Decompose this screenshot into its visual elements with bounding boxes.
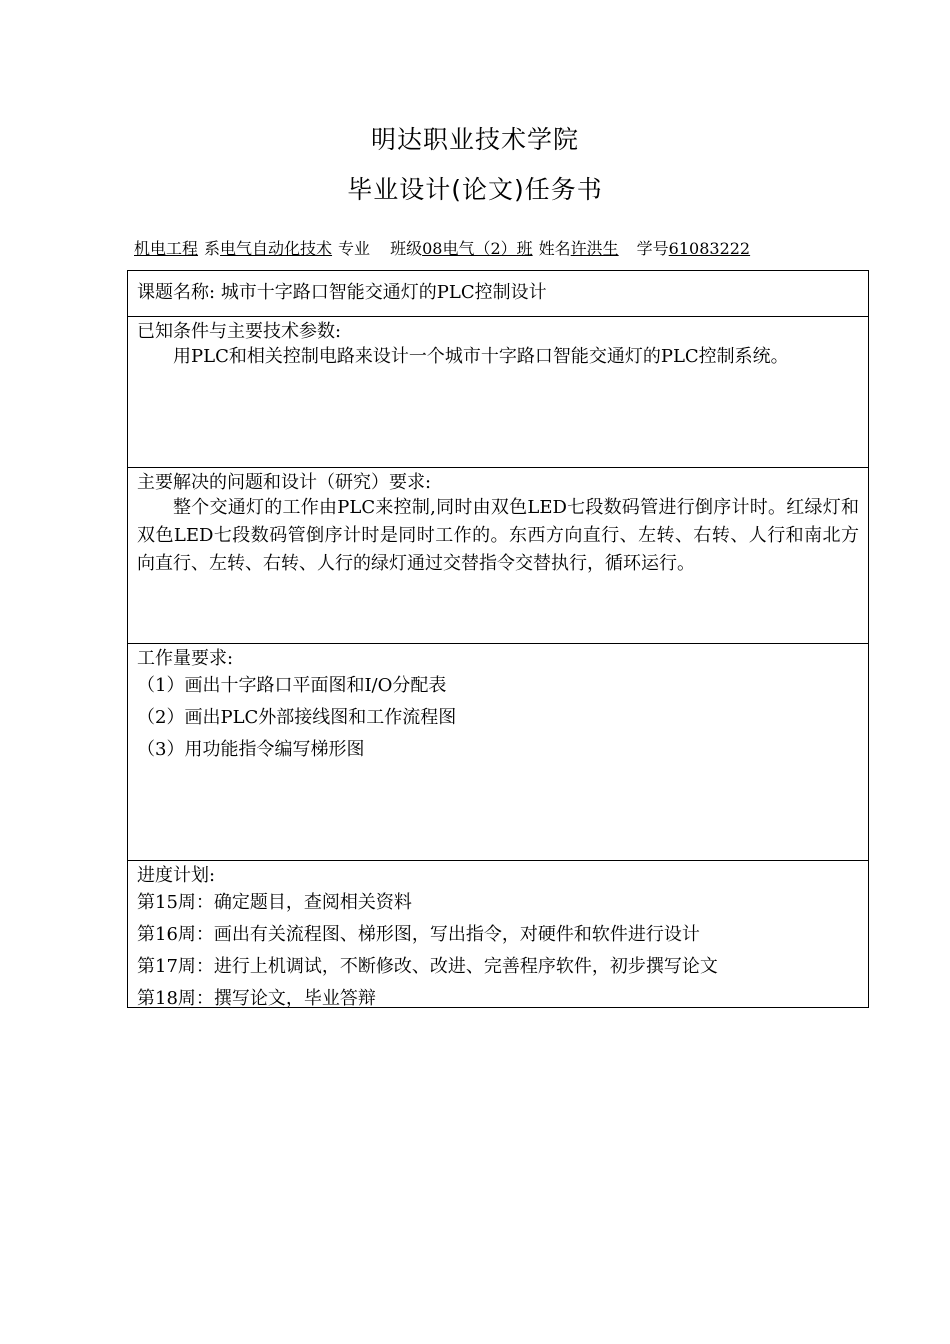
schedule-item: 第16周：画出有关流程图、梯形图，写出指令，对硬件和软件进行设计: [137, 924, 700, 945]
department-value: 机电工程: [134, 239, 199, 258]
student-id-label: 学号: [636, 239, 669, 258]
requirements-label: 主要解决的问题和设计（研究）要求:: [137, 472, 432, 493]
conditions-section: [128, 316, 868, 467]
school-name: 明达职业技术学院: [370, 125, 579, 154]
major-value: 电气自动化技术: [220, 239, 333, 258]
department-label: 系: [204, 239, 221, 258]
topic-section: [128, 271, 868, 316]
class-label: 班级: [390, 239, 423, 258]
topic-value: 城市十字路口智能交通灯的PLC控制设计: [220, 282, 547, 303]
schedule-item: 第17周：进行上机调试，不断修改、改进、完善程序软件，初步撰写论文: [137, 956, 718, 977]
schedule-section: [128, 860, 868, 1007]
topic-label: 课题名称:: [137, 282, 216, 303]
requirements-text: 整个交通灯的工作由PLC来控制,同时由双色LED七段数码管进行倒序计时。红绿灯和双色LED七段数码管倒序计时是同时工作的。东西方向直行、左转、右转、人行和南北方向直行、左转、右转、人行的绿灯通过交替指令交替执行，循环运行。: [137, 497, 859, 574]
workload-item: （3）用功能指令编写梯形图: [137, 739, 365, 760]
workload-label: 工作量要求:: [137, 648, 234, 669]
task-table: [127, 270, 869, 1008]
workload-item: （2）画出PLC外部接线图和工作流程图: [137, 707, 457, 728]
student-info-line: [134, 236, 874, 259]
schedule-item: 第15周：确定题目，查阅相关资料: [137, 892, 412, 913]
document-title: 毕业设计(论文)任务书: [347, 175, 603, 204]
workload-item: （1）画出十字路口平面图和I/O分配表: [137, 675, 447, 696]
name-value: 许洪生: [570, 239, 619, 258]
schedule-item: 第18周：撰写论文，毕业答辩: [137, 988, 376, 1009]
requirements-section: [128, 467, 868, 643]
conditions-label: 已知条件与主要技术参数:: [137, 321, 342, 342]
conditions-text: 用PLC和相关控制电路来设计一个城市十字路口智能交通灯的PLC控制系统。: [173, 346, 789, 367]
workload-section: [128, 643, 868, 860]
student-id-value: 61083222: [668, 239, 751, 258]
schedule-label: 进度计划:: [137, 865, 216, 886]
major-label: 专业: [338, 239, 371, 258]
class-value: 08电气（2）班: [422, 239, 533, 258]
name-label: 姓名: [538, 239, 571, 258]
